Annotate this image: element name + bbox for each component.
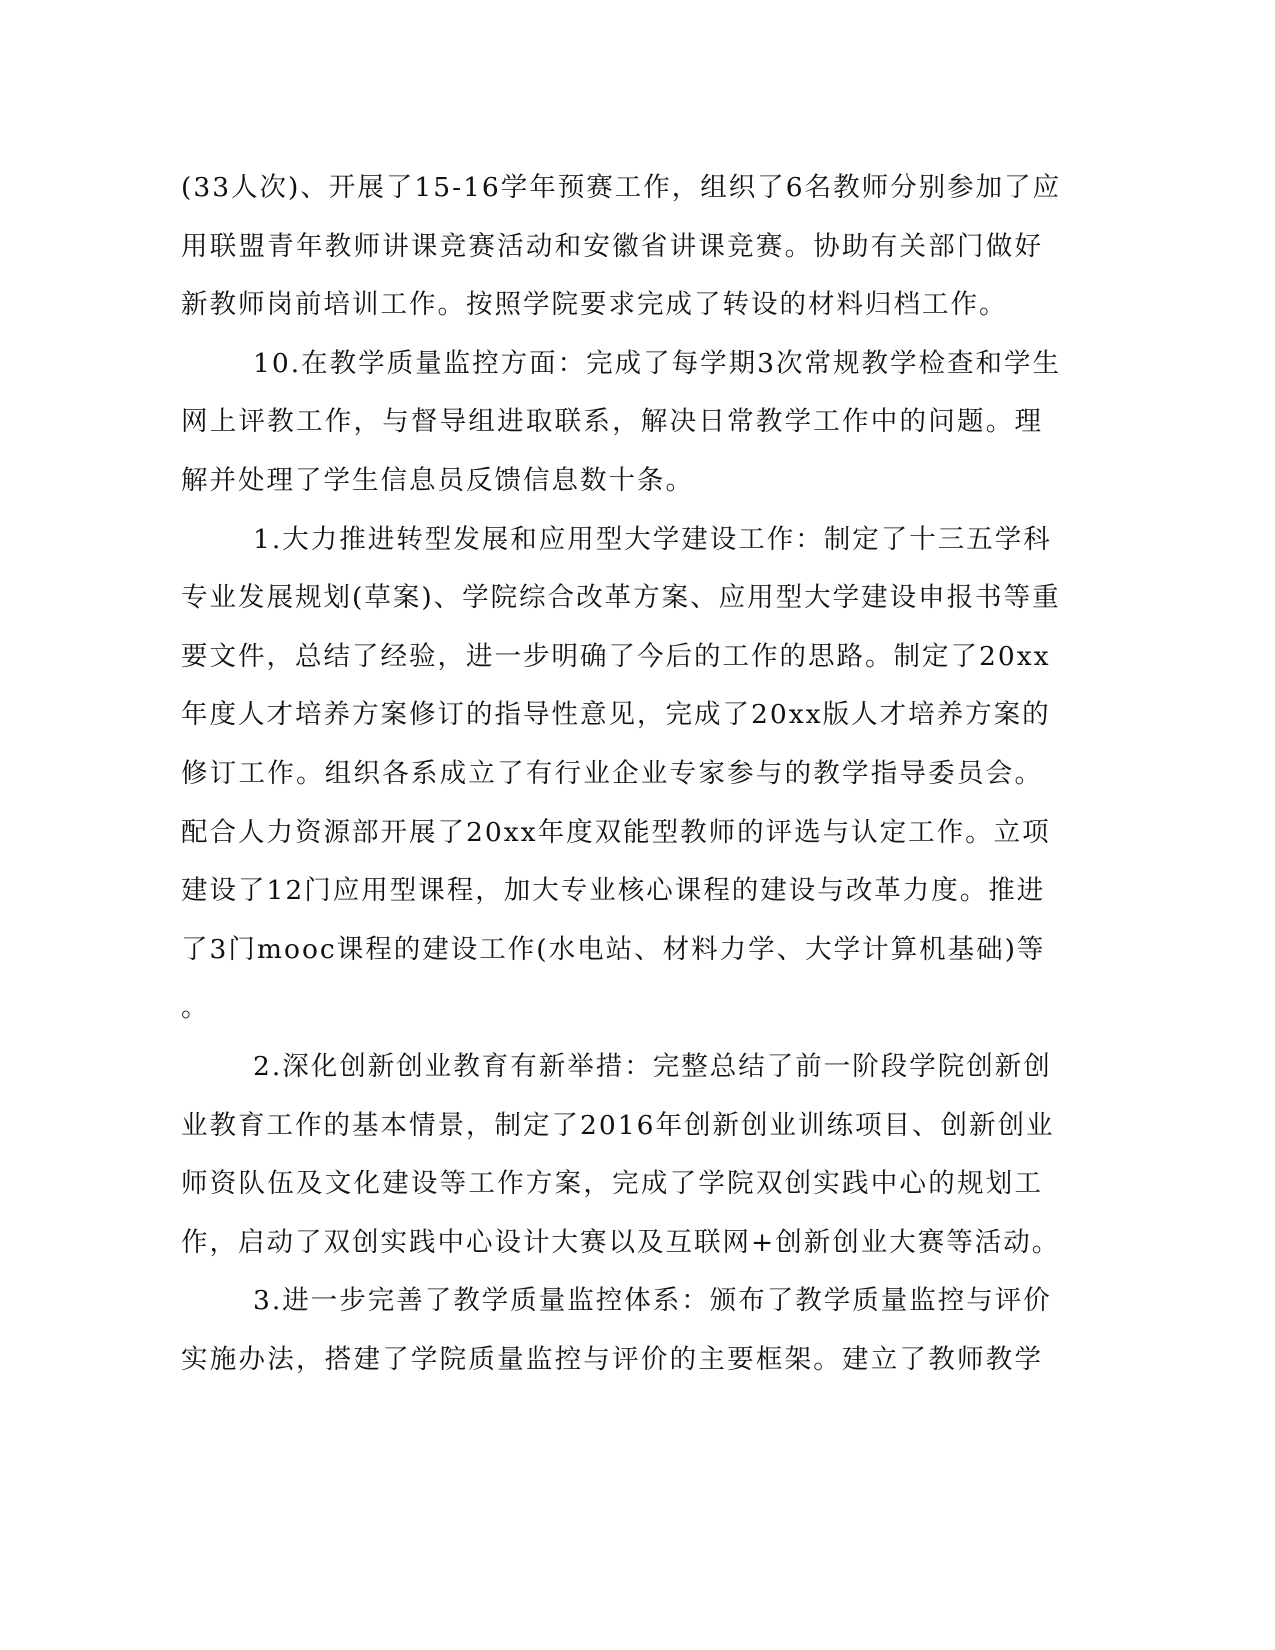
paragraph-first-line: 3.进一步完善了教学质量监控体系：颁布了教学质量监控与评价 xyxy=(253,1285,1052,1317)
text-line: 配合人力资源部开展了20xx年度双能型教师的评选与认定工作。立项 xyxy=(181,816,1051,848)
text-line: 了3门mooc课程的建设工作(水电站、材料力学、大学计算机基础)等 xyxy=(181,933,1046,965)
text-line: 年度人才培养方案修订的指导性意见，完成了20xx版人才培养方案的 xyxy=(181,699,1051,731)
text-line: 新教师岗前培训工作。按照学院要求完成了转设的材料归档工作。 xyxy=(181,289,1008,321)
text-line: 修订工作。组织各系成立了有行业企业专家参与的教学指导委员会。 xyxy=(181,757,1043,789)
document-body xyxy=(181,159,1062,1389)
text-line: 师资队伍及文化建设等工作方案，完成了学院双创实践中心的规划工 xyxy=(181,1168,1043,1200)
text-line: 业教育工作的基本情景，制定了2016年创新创业训练项目、创新创业 xyxy=(181,1109,1055,1141)
paragraph-first-line: 2.深化创新创业教育有新举措：完整总结了前一阶段学院创新创 xyxy=(253,1050,1052,1082)
text-line: 建设了12门应用型课程，加大专业核心课程的建设与改革力度。推进 xyxy=(181,875,1046,907)
paragraph-first-line: 10.在教学质量监控方面：完成了每学期3次常规教学检查和学生 xyxy=(253,347,1062,379)
text-line: 用联盟青年教师讲课竞赛活动和安徽省讲课竞赛。协助有关部门做好 xyxy=(181,230,1043,262)
text-line: 专业发展规划(草案)、学院综合改革方案、应用型大学建设申报书等重 xyxy=(181,582,1061,614)
text-line: 要文件，总结了经验，进一步明确了今后的工作的思路。制定了20xx xyxy=(181,640,1051,672)
text-line: 解并处理了学生信息员反馈信息数十条。 xyxy=(181,464,694,496)
text-line: 。 xyxy=(181,992,210,1024)
text-line: (33人次)、开展了15-16学年预赛工作，组织了6名教师分别参加了应 xyxy=(181,172,1062,203)
text-line: 作，启动了双创实践中心设计大赛以及互联网+创新创业大赛等活动。 xyxy=(181,1226,1061,1258)
paragraph-first-line: 1.大力推进转型发展和应用型大学建设工作：制定了十三五学科 xyxy=(253,523,1052,555)
text-line: 实施办法，搭建了学院质量监控与评价的主要框架。建立了教师教学 xyxy=(181,1343,1043,1375)
text-line: 网上评教工作，与督导组进取联系，解决日常教学工作中的问题。理 xyxy=(181,406,1043,438)
